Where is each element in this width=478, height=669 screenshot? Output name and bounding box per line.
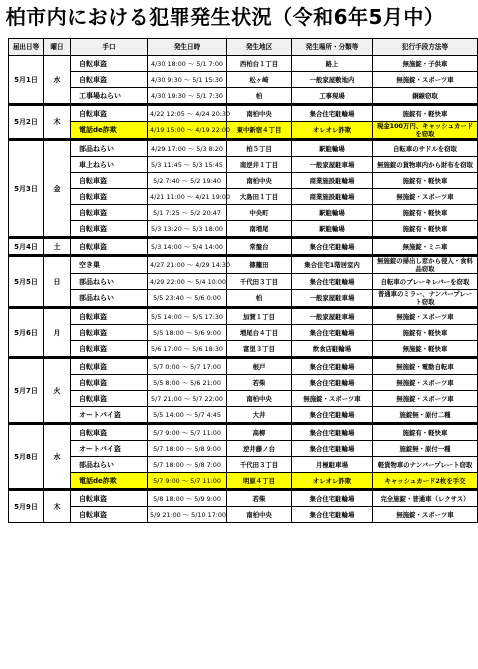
occurrence-area: 篠籠田	[227, 256, 292, 274]
method-details: 無施錠・スポーツ車	[373, 308, 478, 325]
occurrence-place: 一般家屋駐車場	[292, 308, 373, 325]
occurrence-datetime: 4/19 15:00 ～ 4/19 22:00	[148, 122, 227, 140]
table-row	[9, 221, 478, 238]
table-row	[9, 308, 478, 325]
occurrence-datetime: 5/7 9:00 ～ 5/7 11:00	[148, 424, 227, 441]
method-details: 無施錠の貨物車内から財布を窃取	[373, 157, 478, 173]
occurrence-place: 路上	[292, 56, 373, 72]
day-of-week: 水	[44, 56, 71, 105]
occurrence-datetime: 5/5 8:00 ～ 5/6 21:00	[148, 375, 227, 391]
crime-method: 自転車盗	[71, 341, 148, 358]
occurrence-datetime: 5/7 18:00 ～ 5/8 9:00	[148, 441, 227, 457]
occurrence-area: 中央町	[227, 205, 292, 221]
occurrence-area: 富里３丁目	[227, 341, 292, 358]
occurrence-place: 一般家屋駐車場	[292, 290, 373, 308]
day-of-week: 金	[44, 140, 71, 238]
occurrence-datetime: 5/3 11:45 ～ 5/3 15:45	[148, 157, 227, 173]
occurrence-place: オレオレ詐欺	[292, 122, 373, 140]
occurrence-datetime: 5/7 9:00 ～ 5/7 11:00	[148, 473, 227, 490]
occurrence-area: 東中新宿４丁目	[227, 122, 292, 140]
occurrence-place: 集合住宅駐輪場	[292, 375, 373, 391]
occurrence-area: 柏	[227, 290, 292, 308]
method-details: 施錠有・軽快車	[373, 424, 478, 441]
table-header-row	[9, 39, 478, 56]
occurrence-datetime: 5/7 0:00 ～ 5/7 17:00	[148, 358, 227, 375]
occurrence-place: 無施錠・スポーツ車	[292, 391, 373, 407]
occurrence-datetime: 5/9 21:00 ～ 5/10 17:00	[148, 507, 227, 523]
column-header: 発生地区	[227, 39, 292, 56]
occurrence-area: 南柏中央	[227, 173, 292, 189]
method-details: キャッシュカード2枚を手交	[373, 473, 478, 490]
occurrence-place: 駅駐輪場	[292, 221, 373, 238]
occurrence-area: 大井	[227, 407, 292, 424]
occurrence-area: 加賀１丁目	[227, 308, 292, 325]
report-date: 5月1日	[9, 56, 44, 105]
table-row	[9, 274, 478, 290]
report-date: 5月7日	[9, 358, 44, 424]
crime-method: 自転車盗	[71, 391, 148, 407]
day-of-week: 日	[44, 256, 71, 308]
occurrence-area: 南柏中央	[227, 105, 292, 122]
table-row	[9, 473, 478, 490]
occurrence-place: 工事現場	[292, 88, 373, 105]
occurrence-place: 集合住宅駐輪場	[292, 441, 373, 457]
table-row	[9, 122, 478, 140]
crime-method: 部品ねらい	[71, 457, 148, 473]
occurrence-area: 常盤台	[227, 238, 292, 256]
method-details: 現金100万円、キャッシュカードを窃取	[373, 122, 478, 140]
occurrence-datetime: 4/30 19:30 ～ 5/1 7:30	[148, 88, 227, 105]
crime-method: 自転車盗	[71, 221, 148, 238]
column-header: 曜日	[44, 39, 71, 56]
method-details: 施錠有・軽快車	[373, 173, 478, 189]
day-of-week: 月	[44, 308, 71, 358]
occurrence-datetime: 4/29 22:00 ～ 5/4 10:00	[148, 274, 227, 290]
occurrence-place: 商業施設駐輪場	[292, 189, 373, 205]
occurrence-datetime: 5/7 21:00 ～ 5/7 22:00	[148, 391, 227, 407]
occurrence-area: 増尾台４丁目	[227, 325, 292, 341]
method-details: 無施錠・スポーツ車	[373, 375, 478, 391]
day-of-week: 水	[44, 424, 71, 490]
occurrence-datetime: 5/5 14:00 ～ 5/7 4:45	[148, 407, 227, 424]
occurrence-area: 西柏台１丁目	[227, 56, 292, 72]
occurrence-area: 松ヶ崎	[227, 72, 292, 88]
occurrence-place: 月極駐車場	[292, 457, 373, 473]
page-title: 柏市内における犯罪発生状況（令和6年5月中）	[5, 5, 445, 29]
method-details: 施錠有・軽快車	[373, 325, 478, 341]
crime-method: 工事場ねらい	[71, 88, 148, 105]
occurrence-datetime: 5/3 14:00 ～ 5/4 14:00	[148, 238, 227, 256]
crime-method: 自転車盗	[71, 173, 148, 189]
occurrence-datetime: 5/6 17:00 ～ 5/6 18:30	[148, 341, 227, 358]
crime-method: 電話de詐欺	[71, 473, 148, 490]
table-row	[9, 157, 478, 173]
method-details: 施錠有・軽快車	[373, 105, 478, 122]
table-row	[9, 341, 478, 358]
crime-method: 車上ねらい	[71, 157, 148, 173]
method-details: 無施錠の掃出し窓から侵入・食料品窃取	[373, 256, 478, 274]
table-row	[9, 391, 478, 407]
report-date: 5月4日	[9, 238, 44, 256]
day-of-week: 火	[44, 358, 71, 424]
column-header: 発生日時	[148, 39, 227, 56]
method-details: 施錠有・軽快車	[373, 205, 478, 221]
crime-method: 自転車盗	[71, 189, 148, 205]
occurrence-datetime: 4/30 18:00 ～ 5/1 7:00	[148, 56, 227, 72]
method-details: 無施錠・ミニ車	[373, 238, 478, 256]
method-details: 自転車のブレーキレバーを窃取	[373, 274, 478, 290]
table-row	[9, 490, 478, 507]
occurrence-datetime: 4/21 11:00 ～ 4/21 19:00	[148, 189, 227, 205]
table-row	[9, 457, 478, 473]
table-row	[9, 88, 478, 105]
table-row	[9, 238, 478, 256]
table-row	[9, 56, 478, 72]
crime-method: 自転車盗	[71, 105, 148, 122]
occurrence-area: 南増尾	[227, 221, 292, 238]
report-date: 5月3日	[9, 140, 44, 238]
occurrence-area: 千代田３丁目	[227, 274, 292, 290]
occurrence-datetime: 4/29 17:00 ～ 5/3 8:20	[148, 140, 227, 157]
table-row	[9, 140, 478, 157]
report-date: 5月6日	[9, 308, 44, 358]
occurrence-place: 集合住宅駐輪場	[292, 238, 373, 256]
occurrence-datetime: 5/5 18:00 ～ 5/6 9:00	[148, 325, 227, 341]
method-details: 軽貨物車のナンバープレート窃取	[373, 457, 478, 473]
occurrence-area: 千代田３丁目	[227, 457, 292, 473]
occurrence-place: 駅駐輪場	[292, 205, 373, 221]
crime-method: 自転車盗	[71, 72, 148, 88]
occurrence-place: 商業施設駐輪場	[292, 173, 373, 189]
column-header: 届出日等	[9, 39, 44, 56]
day-of-week: 木	[44, 105, 71, 140]
crime-method: 自転車盗	[71, 358, 148, 375]
occurrence-place: 集合住宅1階居室内	[292, 256, 373, 274]
method-details: 施錠無・原付一種	[373, 441, 478, 457]
occurrence-datetime: 5/2 7:40 ～ 5/2 19:40	[148, 173, 227, 189]
crime-method: 自転車盗	[71, 238, 148, 256]
day-of-week: 土	[44, 238, 71, 256]
occurrence-datetime: 5/7 18:00 ～ 5/8 7:00	[148, 457, 227, 473]
crime-method: 自転車盗	[71, 308, 148, 325]
occurrence-area: 柏	[227, 88, 292, 105]
occurrence-datetime: 4/30 9:30 ～ 5/1 15:30	[148, 72, 227, 88]
occurrence-datetime: 5/1 7:25 ～ 5/2 20:47	[148, 205, 227, 221]
table-row	[9, 507, 478, 523]
occurrence-place: オレオレ詐欺	[292, 473, 373, 490]
crime-table	[8, 38, 478, 523]
crime-method: 自転車盗	[71, 424, 148, 441]
column-header: 発生場所・分類等	[292, 39, 373, 56]
method-details: 無施錠・スポーツ車	[373, 507, 478, 523]
table-row	[9, 375, 478, 391]
occurrence-place: 集合住宅駐輪場	[292, 490, 373, 507]
method-details: 無施錠・電動自転車	[373, 358, 478, 375]
occurrence-place: 集合住宅駐輪場	[292, 358, 373, 375]
occurrence-area: 南逆井１丁目	[227, 157, 292, 173]
day-of-week: 木	[44, 490, 71, 523]
occurrence-area: 南柏中央	[227, 391, 292, 407]
method-details: 無施錠・軽快車	[373, 341, 478, 358]
table-row	[9, 105, 478, 122]
occurrence-place: 集合住宅駐輪場	[292, 325, 373, 341]
occurrence-place: 一般家屋敷地内	[292, 72, 373, 88]
method-details: 自転車のサドルを窃取	[373, 140, 478, 157]
crime-method: オートバイ盗	[71, 407, 148, 424]
method-details: 完全施錠・普通車（レクサス）	[373, 490, 478, 507]
crime-method: 自転車盗	[71, 56, 148, 72]
table-row	[9, 205, 478, 221]
method-details: 無施錠・スポーツ車	[373, 72, 478, 88]
column-header: 手口	[71, 39, 148, 56]
occurrence-area: 逆井藤ノ台	[227, 441, 292, 457]
table-body	[9, 56, 478, 523]
occurrence-place: 集合住宅駐輪場	[292, 274, 373, 290]
table-row	[9, 325, 478, 341]
crime-method: 自転車盗	[71, 375, 148, 391]
occurrence-place: 集合住宅駐輪場	[292, 424, 373, 441]
occurrence-place: 飲食店駐輪場	[292, 341, 373, 358]
occurrence-datetime: 5/8 18:00 ～ 5/9 9:00	[148, 490, 227, 507]
occurrence-datetime: 4/27 21:00 ～ 4/29 14:30	[148, 256, 227, 274]
occurrence-place: 集合住宅駐輪場	[292, 105, 373, 122]
occurrence-place: 駅駐輪場	[292, 140, 373, 157]
crime-method: 自転車盗	[71, 205, 148, 221]
table-row	[9, 290, 478, 308]
table-row	[9, 173, 478, 189]
method-details: 普通車のミラー、ナンバープレート窃取	[373, 290, 478, 308]
occurrence-area: 南柏中央	[227, 507, 292, 523]
occurrence-area: 柏５丁目	[227, 140, 292, 157]
report-date: 5月2日	[9, 105, 44, 140]
occurrence-area: 明原４丁目	[227, 473, 292, 490]
report-date: 5月5日	[9, 256, 44, 308]
crime-method: オートバイ盗	[71, 441, 148, 457]
table-row	[9, 424, 478, 441]
table-row	[9, 72, 478, 88]
occurrence-place: 一般家屋駐車場	[292, 157, 373, 173]
occurrence-datetime: 4/22 12:05 ～ 4/24 20:30	[148, 105, 227, 122]
occurrence-area: 根戸	[227, 358, 292, 375]
table-row	[9, 189, 478, 205]
report-date: 5月9日	[9, 490, 44, 523]
crime-method: 電話de詐欺	[71, 122, 148, 140]
occurrence-datetime: 5/3 13:20 ～ 5/3 18:00	[148, 221, 227, 238]
occurrence-area: 若柴	[227, 375, 292, 391]
method-details: 無施錠・子供車	[373, 56, 478, 72]
occurrence-area: 高柳	[227, 424, 292, 441]
table-row	[9, 441, 478, 457]
occurrence-place: 集合住宅駐輪場	[292, 507, 373, 523]
occurrence-datetime: 5/5 14:00 ～ 5/5 17:30	[148, 308, 227, 325]
table-row	[9, 358, 478, 375]
crime-method: 空き巣	[71, 256, 148, 274]
crime-method: 部品ねらい	[71, 274, 148, 290]
occurrence-area: 若柴	[227, 490, 292, 507]
crime-method: 自転車盗	[71, 325, 148, 341]
report-date: 5月8日	[9, 424, 44, 490]
crime-method: 自転車盗	[71, 507, 148, 523]
method-details: 無施錠・スポーツ車	[373, 391, 478, 407]
method-details: 施錠有・軽快車	[373, 221, 478, 238]
table-row	[9, 256, 478, 274]
occurrence-datetime: 5/5 23:40 ～ 5/6 0:00	[148, 290, 227, 308]
occurrence-area: 大島田１丁目	[227, 189, 292, 205]
crime-method: 部品ねらい	[71, 140, 148, 157]
method-details: 無施錠・スポーツ車	[373, 189, 478, 205]
method-details: 施錠無・原付二種	[373, 407, 478, 424]
column-header: 犯行手段方法等	[373, 39, 478, 56]
table-row	[9, 407, 478, 424]
occurrence-place: 集合住宅駐輪場	[292, 407, 373, 424]
crime-method: 自転車盗	[71, 490, 148, 507]
method-details: 銅線窃取	[373, 88, 478, 105]
crime-method: 部品ねらい	[71, 290, 148, 308]
